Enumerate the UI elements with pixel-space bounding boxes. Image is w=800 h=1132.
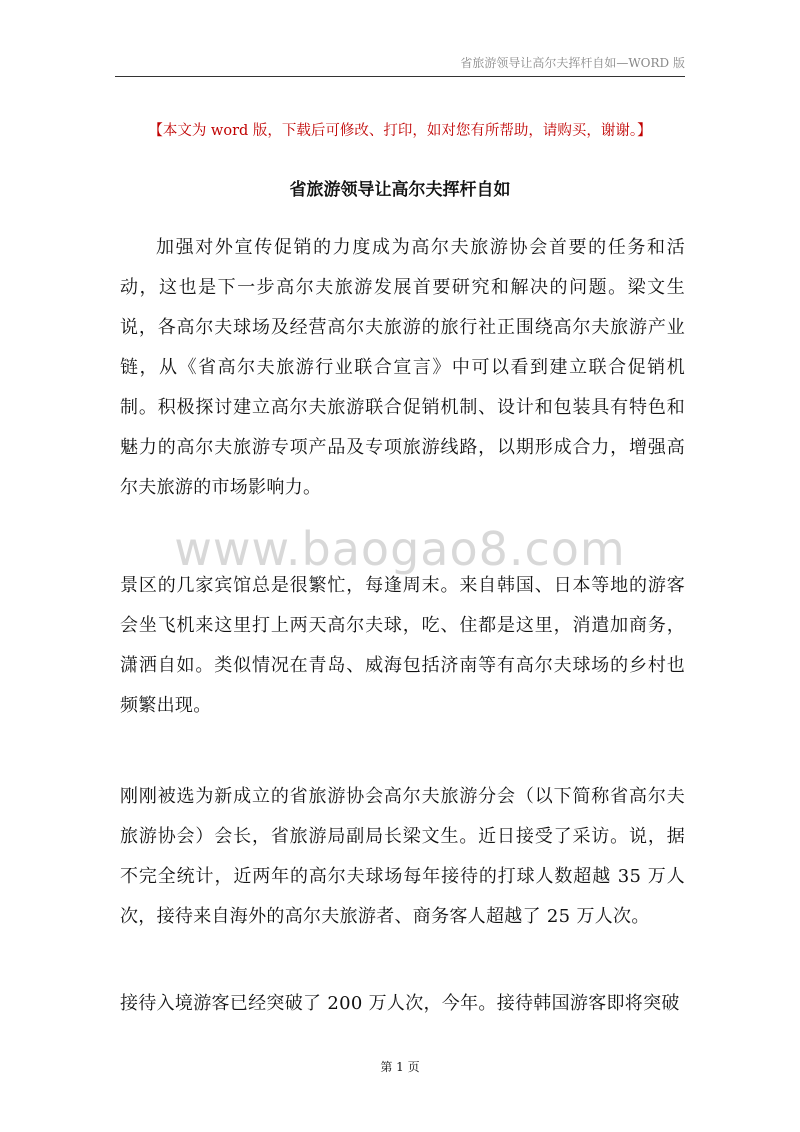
document-title: 省旅游领导让高尔夫挥杆自如 — [289, 180, 511, 200]
page-header: 省旅游领导让高尔夫挥杆自如—WORD 版 — [460, 56, 685, 70]
purchase-notice: 【本文为 word 版，下载后可修改、打印，如对您有所帮助，请购买，谢谢。】 — [148, 123, 652, 139]
paragraph-4: 接待入境游客已经突破了 200 万人次，今年。接待韩国游客即将突破 — [120, 993, 680, 1014]
paragraph-1: 加强对外宣传促销的力度成为高尔夫旅游协会首要的任务和活动，这也是下一步高尔夫旅游发展首要研究和解决的问题。梁文生说，各高尔夫球场及经营高尔夫旅游的旅行社正围绕高尔夫旅游产业链，从《省高尔夫旅游行业联合宣言》中可以看到建立联合促销机制。积极探讨建立高尔夫旅游联合促销机制、设计和包装具有特色和魅力的高尔夫旅游专项产品及专项旅游线路，以期形成合力，增强高尔夫旅游的市场影响力。 — [120, 237, 685, 498]
header-divider — [115, 76, 685, 77]
watermark: www.baogao8.com — [174, 522, 626, 576]
paragraph-2: 景区的几家宾馆总是很繁忙，每逢周末。来自韩国、日本等地的游客会坐飞机来这里打上两天高尔夫球，吃、住都是这里，消遣加商务，潇洒自如。类似情况在青岛、威海包括济南等有高尔夫球场的乡村也频繁出现。 — [120, 575, 685, 716]
page-number: 第 1 页 — [380, 1060, 420, 1074]
paragraph-3: 刚刚被选为新成立的省旅游协会高尔夫旅游分会（以下简称省高尔夫旅游协会）会长，省旅游局副局长梁文生。近日接受了采访。说，据不完全统计，近两年的高尔夫球场每年接待的打球人数超越 35 万人次，接待来自海外的高尔夫旅游者、商务客人超越了 25 万人次。 — [120, 786, 685, 927]
